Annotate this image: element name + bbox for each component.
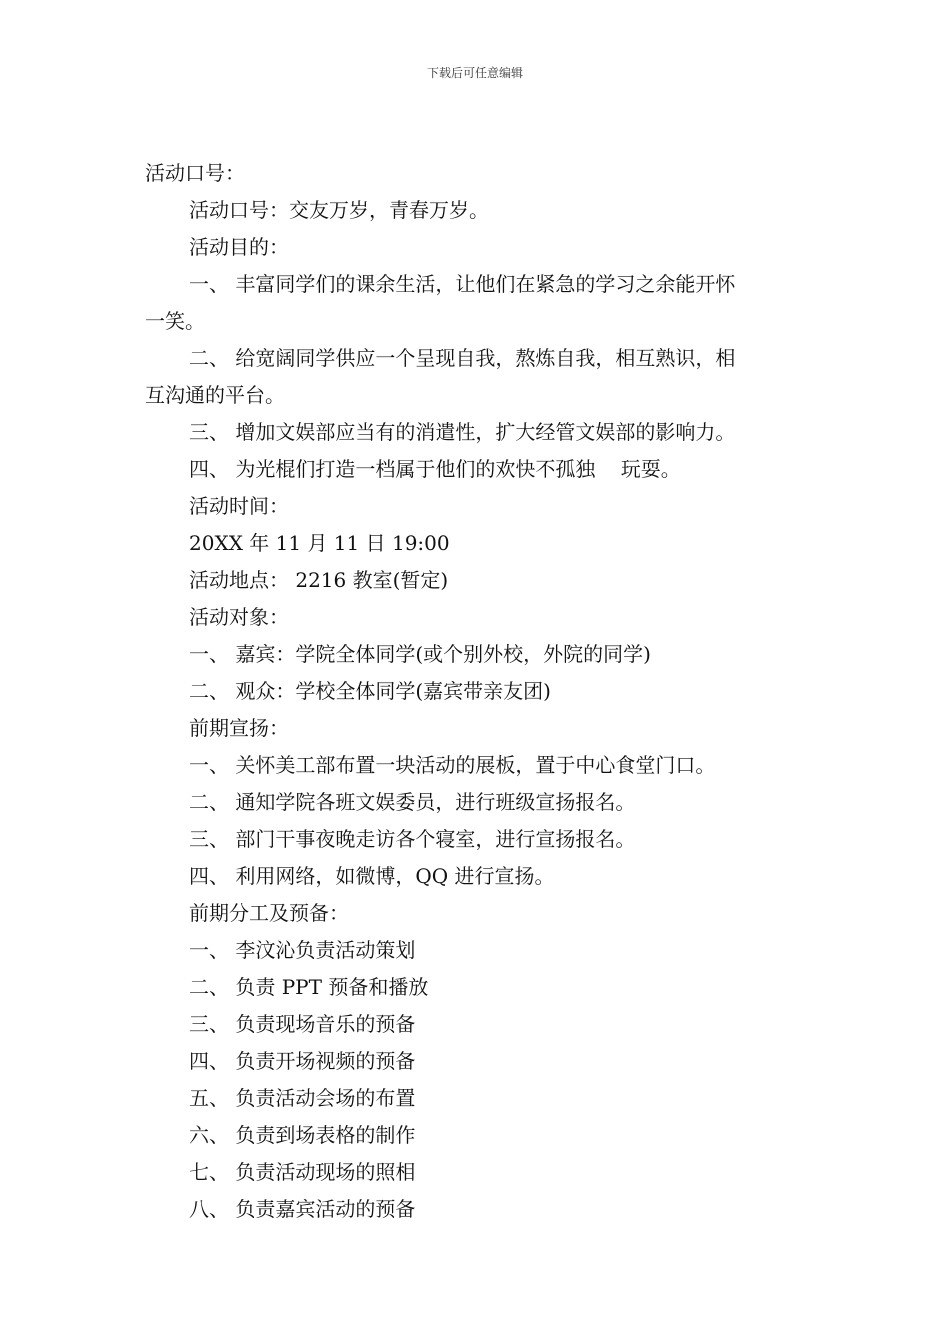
paragraph-line: 活动时间： — [189, 494, 289, 518]
paragraph-line: 活动地点： 2216 教室(暂定) — [189, 568, 449, 592]
paragraph-line: 20XX 年 11 月 11 日 19:00 — [189, 531, 450, 555]
document-body — [145, 155, 807, 1228]
paragraph-line: 活动目的： — [189, 235, 289, 259]
paragraph-line: 五、 负责活动会场的布置 — [189, 1086, 416, 1110]
paragraph-line: 二、 通知学院各班文娱委员，进行班级宣扬报名。 — [189, 790, 636, 814]
paragraph-line: 四、 为光棍们打造一档属于他们的欢快不孤独 玩耍。 — [189, 457, 681, 481]
page-header-note: 下载后可任意编辑 — [426, 66, 523, 80]
paragraph-line: 活动对象： — [189, 605, 289, 629]
paragraph-line: 三、 增加文娱部应当有的消遣性，扩大经管文娱部的影响力。 — [189, 420, 736, 444]
paragraph-line: 四、 利用网络，如微博，QQ 进行宣扬。 — [189, 864, 555, 888]
paragraph-line: 前期分工及预备： — [189, 901, 349, 925]
paragraph-line: 一、 关怀美工部布置一块活动的展板，置于中心食堂门口。 — [189, 753, 716, 777]
paragraph-line: 前期宣扬： — [189, 716, 289, 740]
paragraph-line: 六、 负责到场表格的制作 — [189, 1123, 416, 1147]
paragraph-line: 一笑。 — [145, 309, 205, 333]
paragraph-line: 活动口号：交友万岁，青春万岁。 — [189, 198, 489, 222]
paragraph-line: 二、 观众：学校全体同学(嘉宾带亲友团) — [189, 679, 551, 703]
paragraph-line: 活动口号： — [145, 161, 245, 185]
paragraph-line: 七、 负责活动现场的照相 — [189, 1160, 416, 1184]
paragraph-line: 三、 部门干事夜晚走访各个寝室，进行宣扬报名。 — [189, 827, 636, 851]
paragraph-line: 互沟通的平台。 — [145, 383, 285, 407]
paragraph-line: 一、 嘉宾：学院全体同学(或个别外校，外院的同学) — [189, 642, 651, 666]
paragraph-line: 二、 给宽阔同学供应一个呈现自我，熬炼自我，相互熟识，相 — [189, 346, 736, 370]
paragraph-line: 三、 负责现场音乐的预备 — [189, 1012, 416, 1036]
paragraph-line: 四、 负责开场视频的预备 — [189, 1049, 416, 1073]
paragraph-line: 一、 李汶沁负责活动策划 — [189, 938, 416, 962]
paragraph-line: 一、 丰富同学们的课余生活，让他们在紧急的学习之余能开怀 — [189, 272, 736, 296]
paragraph-line: 八、 负责嘉宾活动的预备 — [189, 1197, 416, 1221]
paragraph-line: 二、 负责 PPT 预备和播放 — [189, 975, 429, 999]
